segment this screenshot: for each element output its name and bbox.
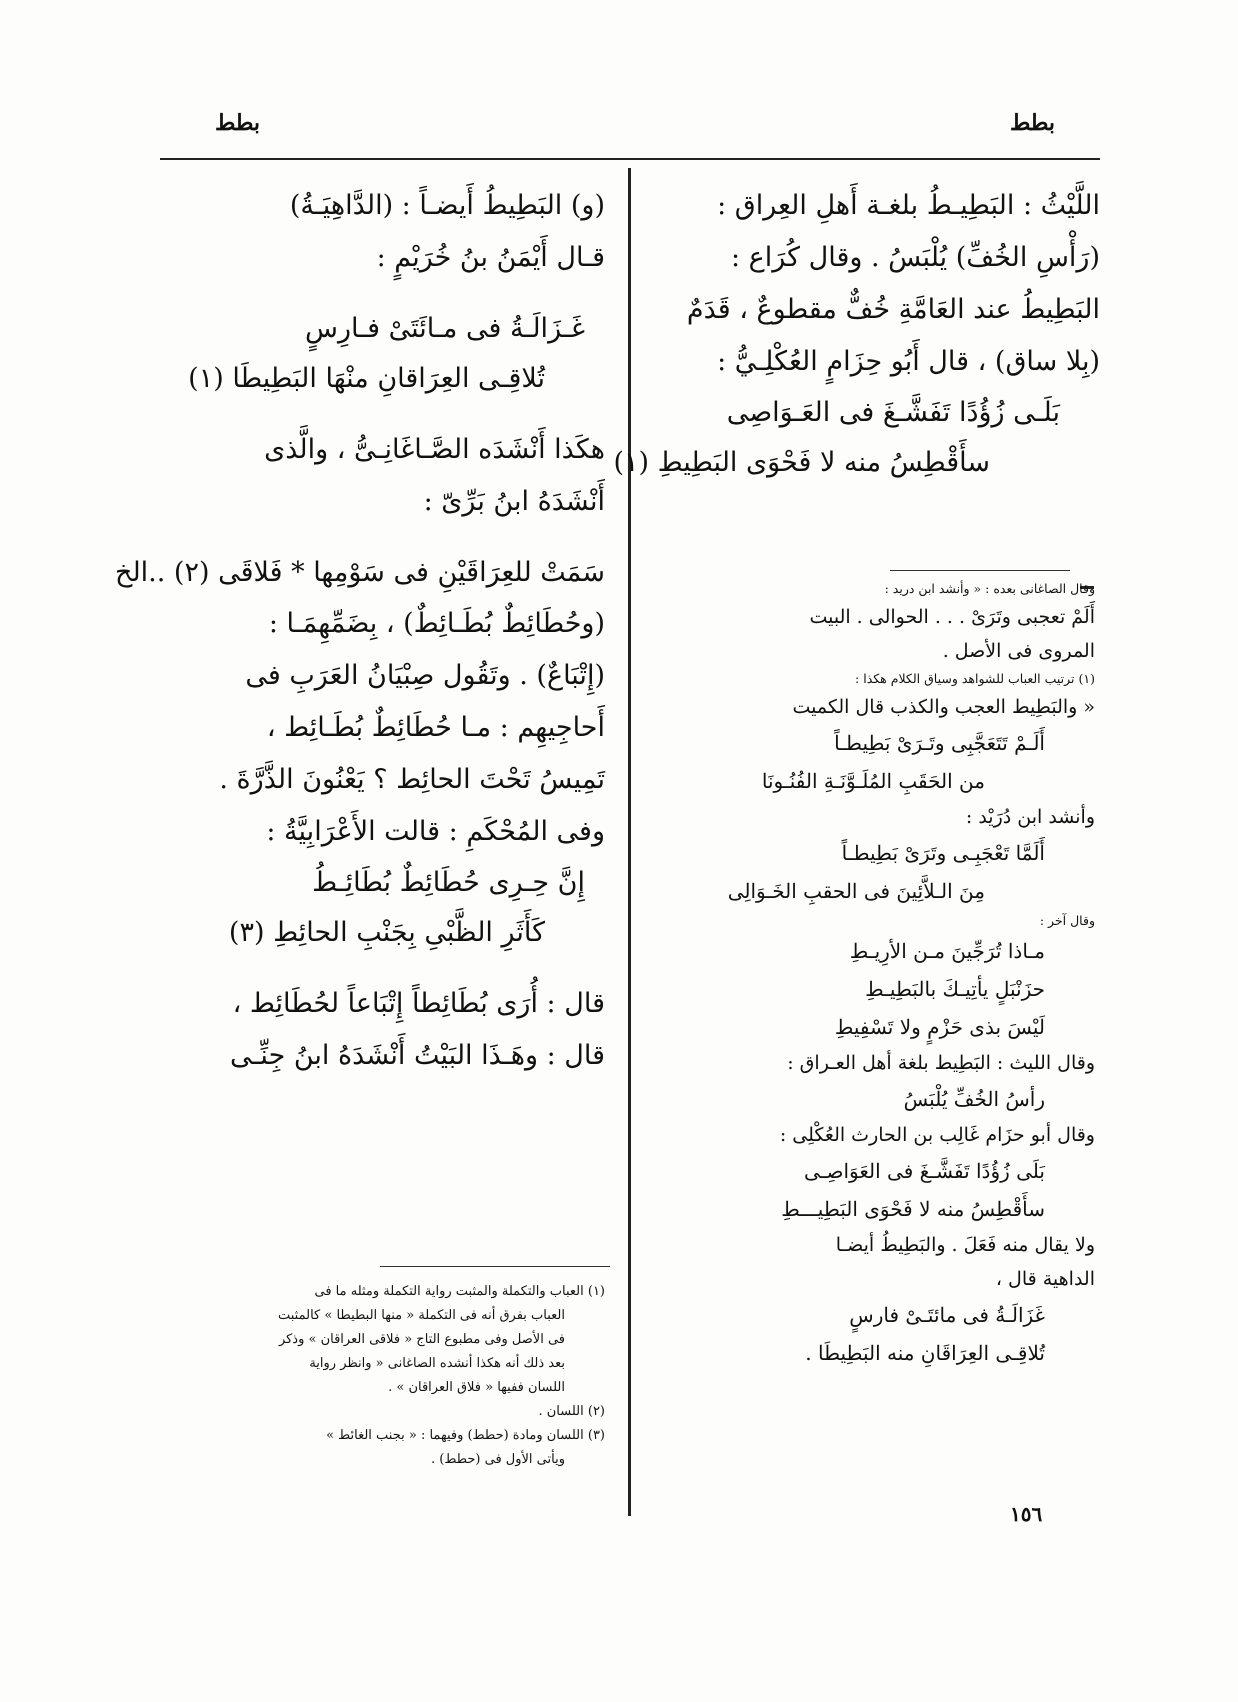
footnote-line: وقال الليث : البَطِيط بلغة أهل العـراق : xyxy=(787,1052,1095,1074)
footnote-line: وقال أبو حزَام غَالِب بن الحارث العُكْلِى : xyxy=(779,1124,1095,1146)
footnote-line: أَلَمْ تعجبى وتَرَىْ . . . الحوالى . البيت xyxy=(809,606,1095,628)
body-line: أَنْشَدَهُ ابنُ بَرِّىّ : xyxy=(423,486,605,517)
column-divider xyxy=(628,168,631,1516)
footnote-line: (١) ترتيب العباب للشواهد وسياق الكلام هكذا : xyxy=(855,671,1095,686)
footnote-line: اللسان ففيها « فلاق العراقان » . xyxy=(388,1380,565,1395)
footnote-line: بعد ذلك أنه هكذا أنشده الصاغانى « وانظر رواية xyxy=(309,1356,565,1371)
footnote-verse: مـاذا تُرَجِّينَ مـن الأرِيـطِ xyxy=(849,939,1045,963)
right-column xyxy=(613,180,1100,488)
page-number: ١٥٦ xyxy=(1010,1502,1043,1526)
footnote-line: ولا يقال منه فَعَلَ . والبَطِيطُ أيضـا xyxy=(835,1234,1095,1256)
footnote-verse: حزَنْبَلٍ يأتِيـكَ بالبَطِيـطِ xyxy=(865,977,1045,1001)
body-line: (وحُطَائِطٌ بُطَـائِطٌ) ، بِضَمِّهِمَـا : xyxy=(268,608,605,639)
footnote-verse: من الحَقَبِ المُلَـوَّنَـةِ الفُنُـونَا xyxy=(761,769,985,793)
footnote-verse: غَزَالَـةُ فى مائتَـىْ فارسٍ xyxy=(849,1303,1045,1327)
footnote-verse: لَيْسَ بذى حَزْمٍ ولا تَسْفِيطِ xyxy=(834,1015,1045,1039)
body-line: هكَذا أَنْشَدَه الصَّـاغَانِـىُّ ، والَّذى xyxy=(264,434,605,465)
body-line: قال : أُرَى بُطَائِطاً إِتْبَاعاً لحُطَائِط ، xyxy=(232,988,605,1019)
footnote-line: ويأتى الأول فى (حطط) . xyxy=(431,1452,565,1467)
footnote-line: المروى فى الأصل . xyxy=(942,640,1095,662)
header-rule xyxy=(160,158,1100,160)
body-line: البَطِيطُ عند العَامَّةِ خُفٌّ مقطوعٌ ، قَدَمٌ xyxy=(686,294,1100,325)
footnote-rule xyxy=(380,1266,610,1267)
right-footnotes xyxy=(655,578,1095,1372)
footnote-verse: رأسُ الخُفِّ يُلْبَسُ xyxy=(903,1087,1045,1111)
footnote-line: وقال آخر : xyxy=(1039,913,1095,928)
footnote-line: « والبَطِيط العجب والكذب قال الكميت xyxy=(792,696,1095,718)
body-line: اللَّيْثُ : البَطِيـطُ بلغـة أَهلِ العِراق : xyxy=(717,190,1100,221)
verse-line: سَمَتْ للعِرَاقَيْنِ فى سَوْمِها * فَلاقَى (٢) ..الخ xyxy=(115,557,605,588)
body-line: قال : وهَـذَا البَيْتُ أَنْشَدَهُ ابنُ جِنِّـى xyxy=(230,1040,605,1071)
footnote-line: الداهية قال ، xyxy=(995,1268,1095,1290)
verse-line: كَأَثَرِ الظَّبْىِ بِجَنْبِ الحائِطِ (٣) xyxy=(228,917,545,948)
footnote-verse: أَلَـمْ تَتَعَجَّبِى وتَـرَىْ بَطِيطـاً xyxy=(834,731,1045,755)
verse-line: إِنَّ حِـرِى حُطَائِطٌ بُطَائِـطُ xyxy=(312,867,585,898)
footnote-verse: مِنَ الـلاَّئِينَ فى الحقبِ الخَـوَالِى xyxy=(727,879,985,903)
footnote-verse: بَلَى زُؤُدًا تَفَشَّـغَ فى العَوَاصِـى xyxy=(803,1159,1045,1183)
verse-line: تُلاقِـى العِرَاقانِ منْهَا البَطِيطَا (١) xyxy=(188,363,545,394)
footnote-line: فى الأصل وفى مطبوع التاج « فلاقى العراقان » وذكر xyxy=(278,1332,565,1347)
body-line: تَمِيسُ تَحْتَ الحائِط ؟ يَعْنُونَ الذَّرَّةَ . xyxy=(219,764,605,795)
footnote-line: (٣) اللسان ومادة (حطط) وفيهما : « بجنب الغائط » xyxy=(326,1428,605,1443)
footnote-verse: تُلاقِـى العِرَاقَانِ منه البَطِيطَا . xyxy=(805,1341,1045,1365)
verse-line: غَـزَالَـةُ فى مـائَتَىْ فـارِسٍ xyxy=(304,313,585,344)
footnote-verse: أَلَمَّا تَعْجَبِـى وتَرَىْ بَطِيطـاً xyxy=(841,841,1045,865)
body-line: أَحاجِيهِم : مـا حُطَائِطٌ بُطَـائِط ، xyxy=(266,712,605,743)
footnote-line: وقال الصاغانى بعده : « وأنشد ابن دريد : xyxy=(884,581,1095,596)
footnote-rule xyxy=(890,570,1070,571)
left-footnotes xyxy=(140,1280,605,1472)
footnote-line: العباب بفرق أنه فى التكملة « منها البطيطا » كالمثبت xyxy=(277,1308,565,1323)
body-line: (و) البَطِيطُ أَيضـاً : (الدَّاهِيَـةُ) xyxy=(289,190,605,221)
body-line: وفى المُحْكَمِ : قالت الأَعْرَابِيَّةُ : xyxy=(266,816,605,847)
footnote-line: وأنشد ابن دُرَيْد : xyxy=(965,806,1095,828)
verse-line: بَلَـى زُؤُدًا تَفَشَّـغَ فى العَـوَاصِى xyxy=(726,397,1060,428)
footnote-line: (٢) اللسان . xyxy=(538,1404,605,1419)
body-line: قـال أَيْمَنُ بنُ خُرَيْمٍ : xyxy=(376,242,605,273)
verse-line: سأَقْطِسُ منه لا فَحْوَى البَطِيطِ (١) xyxy=(613,447,990,478)
footnote-line: (١) العباب والتكملة والمثبت رواية التكملة ومثله ما فى xyxy=(314,1284,605,1299)
body-line: (بِلا ساق) ، قال أَبُو حِزَامٍ العُكْلِـيُّ : xyxy=(717,346,1100,377)
body-line: (رَأْسِ الخُفِّ) يُلْبَسُ . وقال كُرَاع : xyxy=(730,242,1100,273)
body-line: (إِتْبَاعٌ) . وتَقُول صِبْيَانُ العَرَبِ فى xyxy=(245,660,605,691)
left-header-word: بطط xyxy=(215,110,261,136)
footnote-verse: سأَقْطِسُ منه لا فَحْوَى البَطِيـــطِ xyxy=(781,1197,1045,1221)
right-header-word: بطط xyxy=(1010,110,1056,136)
left-column xyxy=(115,180,605,1082)
